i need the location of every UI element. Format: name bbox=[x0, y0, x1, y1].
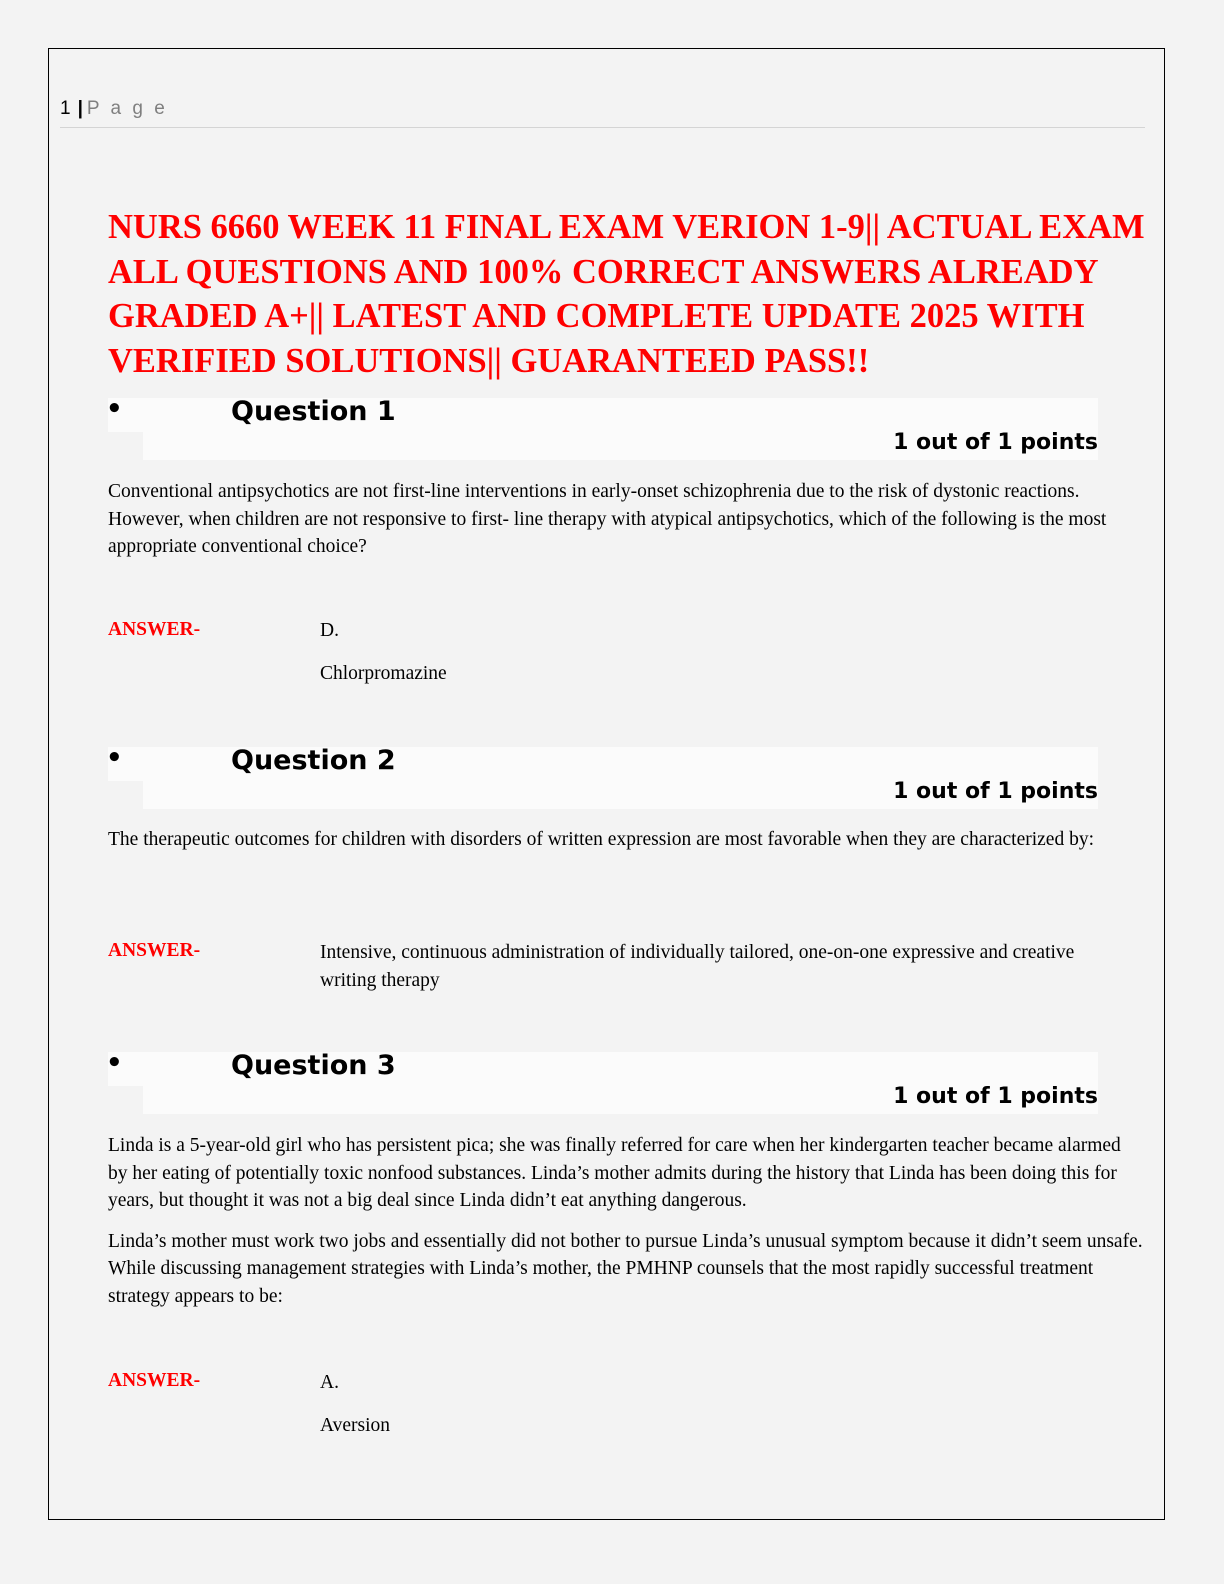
question-points: 1 out of 1 points bbox=[893, 430, 1098, 455]
bullet-icon: • bbox=[106, 394, 123, 424]
answer-letter: D. bbox=[320, 620, 339, 641]
question-paragraph: The therapeutic outcomes for children with disorders of written expression are most favorable when they are characterized by: bbox=[108, 829, 1094, 850]
question-paragraph: Conventional antipsychotics are not first-line interventions in early-onset schizophrenia due to the risk of dystonic reactions. However, when children are not responsive to first- line therapy with atypical antipsychotics, which of the following is the most appropriate conventional choice? bbox=[108, 481, 1107, 557]
answer-text: Chlorpromazine bbox=[320, 663, 447, 684]
question-3-answer bbox=[320, 1369, 1120, 1440]
bullet-icon: • bbox=[106, 1048, 123, 1078]
document-title: NURS 6660 WEEK 11 FINAL EXAM VERION 1-9|| ACTUAL EXAM ALL QUESTIONS AND 100% CORRECT ANSWERS ALREADY GRADED A+|| LATEST AND COMPLETE UPDATE 2025 WITH VERIFIED SOLUTIONS|| GUARANTEED PASS!! bbox=[108, 208, 1145, 380]
header-divider bbox=[60, 127, 1145, 128]
question-paragraph: Linda’s mother must work two jobs and essentially did not bother to pursue Linda’s unusual symptom because it didn’t seem unsafe. While discussing management strategies with Linda’s mother, the PMHNP counsels that the most rapidly successful treatment strategy appears to be: bbox=[108, 1230, 1143, 1307]
answer-text: Aversion bbox=[320, 1415, 391, 1436]
page-header bbox=[60, 98, 168, 120]
answer-label: ANSWER- bbox=[108, 940, 201, 961]
answer-text: Intensive, continuous administration of individually tailored, one-on-one expressive and creative writing therapy bbox=[320, 942, 1075, 991]
question-3-text bbox=[108, 1132, 1143, 1323]
question-1-answer bbox=[320, 617, 1120, 688]
question-title: Question 1 bbox=[231, 396, 396, 427]
question-points: 1 out of 1 points bbox=[893, 779, 1098, 804]
answer-letter: A. bbox=[320, 1372, 339, 1393]
page-number: 1 bbox=[60, 98, 74, 119]
question-title: Question 2 bbox=[231, 745, 396, 776]
page-separator: | bbox=[77, 98, 83, 119]
bullet-icon: • bbox=[106, 743, 123, 773]
answer-label: ANSWER- bbox=[108, 619, 201, 640]
page-label: P a g e bbox=[86, 98, 168, 119]
question-2-answer bbox=[320, 939, 1120, 995]
question-1-text bbox=[108, 478, 1143, 574]
answer-label: ANSWER- bbox=[108, 1370, 201, 1391]
question-2-text bbox=[108, 826, 1143, 867]
question-points: 1 out of 1 points bbox=[893, 1084, 1098, 1109]
question-title: Question 3 bbox=[231, 1050, 396, 1081]
question-paragraph: Linda is a 5-year-old girl who has persistent pica; she was finally referred for care when her kindergarten teacher became alarmed by her eating of potentially toxic nonfood substances. Linda’s mother admits during the history that Linda has been doing this for years, but thought it was not a big deal since Linda didn’t eat anything dangerous. bbox=[108, 1135, 1121, 1211]
